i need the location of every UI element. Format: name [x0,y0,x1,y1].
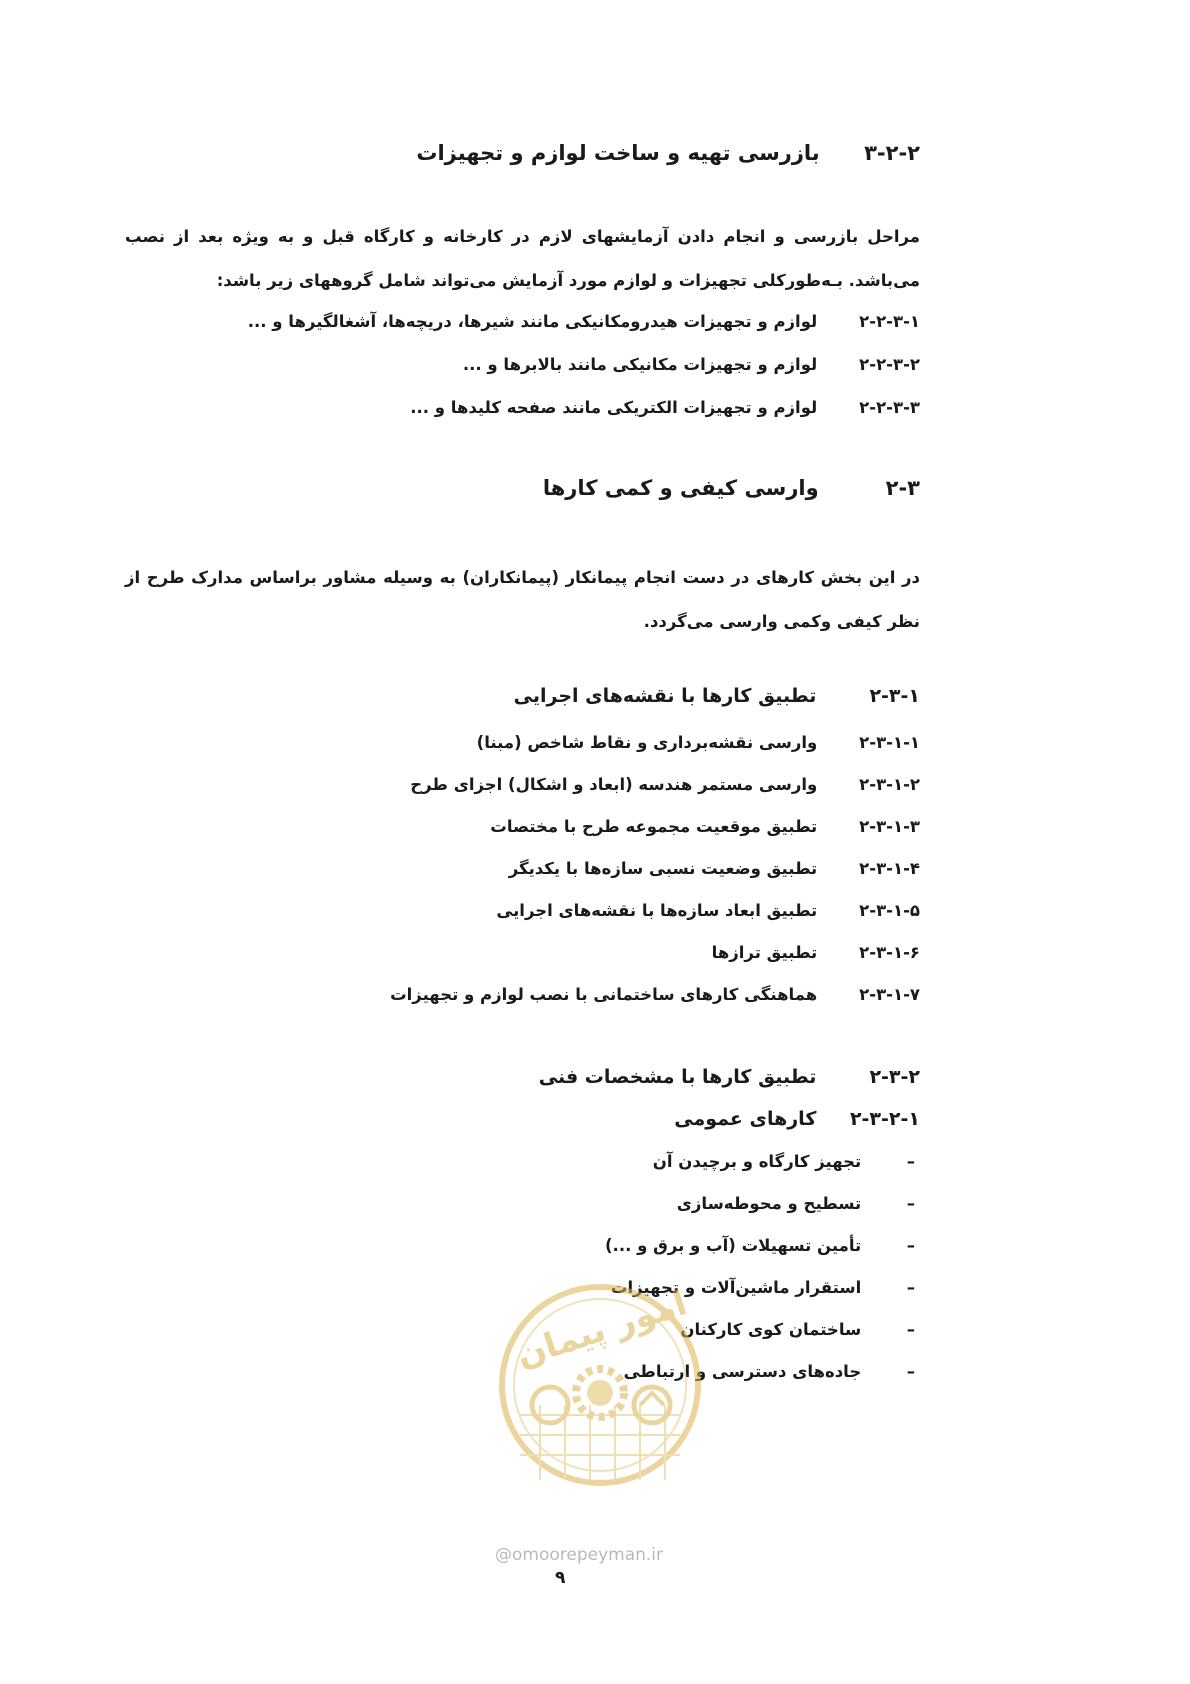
watermark-logo-text: امور پیمان [511,1283,692,1376]
item-text: ساختمان کوی کارکنان [680,1320,862,1339]
item-number: ۲-۲-۳-۳ [859,398,920,417]
bullet-dash: – [906,1194,915,1213]
item-text: لوازم و تجهیزات مکانیکی مانند بالابرها و ... [462,355,818,374]
section-paragraph-2-3: در این بخش کارهای در دست انجام پیمانکار (پیمانکاران) به وسیله مشاور براساس مدارک طرح از نظر کیفی وکمی وارسی می‌گردد. [125,568,920,631]
list-item [390,985,920,1004]
section-heading-2-3-2 [539,1066,920,1088]
bullet-dash: – [906,1320,915,1339]
item-text: جاده‌های دسترسی و ارتباطی [623,1362,862,1381]
item-text: وارسی نقشه‌برداری و نقاط شاخص (مبنا) [476,733,818,752]
bullet-dash: – [906,1278,915,1297]
page-number: ۹ [555,1568,566,1588]
section-title: بازرسی تهیه و ساخت لوازم و تجهیزات [416,141,820,165]
item-number: ۲-۳-۱-۵ [859,901,920,920]
bullet-item [653,1152,920,1171]
section-title: وارسی کیفی و کمی کارها [542,476,819,500]
bullet-item [605,1236,920,1255]
section-heading-2-2-3 [416,141,920,165]
item-text: تطبیق ترازها [711,943,818,962]
bullet-dash: – [906,1152,915,1171]
item-number: ۲-۲-۳-۲ [859,355,920,374]
section-number: ۲-۳-۲-۱ [849,1108,920,1130]
item-number: ۲-۳-۱-۳ [859,817,920,836]
item-number: ۲-۳-۱-۴ [859,859,920,878]
section-heading-2-3 [543,476,920,500]
item-text: تطبیق وضعیت نسبی سازه‌ها با یکدیگر [508,859,818,878]
list-item [410,775,920,794]
section-heading-2-3-1 [514,685,920,707]
watermark-logo [490,1265,710,1505]
item-text: وارسی مستمر هندسه (ابعاد و اشکال) اجزای طرح [410,775,818,794]
item-text: تطبیق ابعاد سازه‌ها با نقشه‌های اجرایی [496,901,818,920]
section-paragraph-2-2-3: مراحل بازرسی و انجام دادن آزمایشهای لازم در کارخانه و کارگاه قبل و به ویژه بعد از نصب می‌باشد. بـه‌طورکلی تجهیزات و لوازم مورد آزمایش می‌تواند شامل گروههای زیر باشد: [125,227,920,290]
list-item [463,355,920,374]
section-number: ۳-۲-۲ [864,141,920,165]
list-item [410,398,920,417]
list-item [712,943,920,962]
section-number: ۲-۳-۱ [869,685,920,707]
bullet-item [680,1320,920,1339]
section-title: تطبیق کارها با مشخصات فنی [538,1066,817,1088]
list-item [509,859,920,878]
item-text: تجهیز کارگاه و برچیدن آن [652,1152,862,1171]
section-title: تطبیق کارها با نقشه‌های اجرایی [513,685,817,707]
item-number: ۲-۳-۱-۶ [859,943,920,962]
list-item [477,733,920,752]
item-number: ۲-۳-۱-۲ [859,775,920,794]
bullet-item [677,1194,920,1213]
item-number: ۲-۳-۱-۷ [859,985,920,1004]
subsection-heading-2-3-2-1 [674,1108,920,1130]
list-item [496,901,920,920]
watermark-site: @omoorepeyman.ir [495,1545,664,1565]
section-number: ۲-۳-۲ [869,1066,920,1088]
section-title: کارهای عمومی [674,1108,817,1130]
item-number: ۲-۲-۳-۱ [859,312,920,331]
item-text: تأمین تسهیلات (آب و برق و ...) [605,1236,862,1255]
item-number: ۲-۳-۱-۱ [859,733,920,752]
item-text: تطبیق موقعیت مجموعه طرح با مختصات [490,817,818,836]
item-text: هماهنگی کارهای ساختمانی با نصب لوازم و تجهیزات [390,985,818,1004]
list-item [248,312,920,331]
list-item [490,817,920,836]
item-text: استقرار ماشین‌آلات و تجهیزات [610,1278,862,1297]
section-number: ۲-۳ [885,476,920,500]
bullet-dash: – [906,1362,915,1381]
item-text: لوازم و تجهیزات هیدرومکانیکی مانند شیرها، دریچه‌ها، آشغالگیرها و ... [247,312,818,331]
item-text: لوازم و تجهیزات الکتریکی مانند صفحه کلیدها و ... [410,398,818,417]
item-text: تسطیح و محوطه‌سازی [676,1194,862,1213]
bullet-dash: – [906,1236,915,1255]
